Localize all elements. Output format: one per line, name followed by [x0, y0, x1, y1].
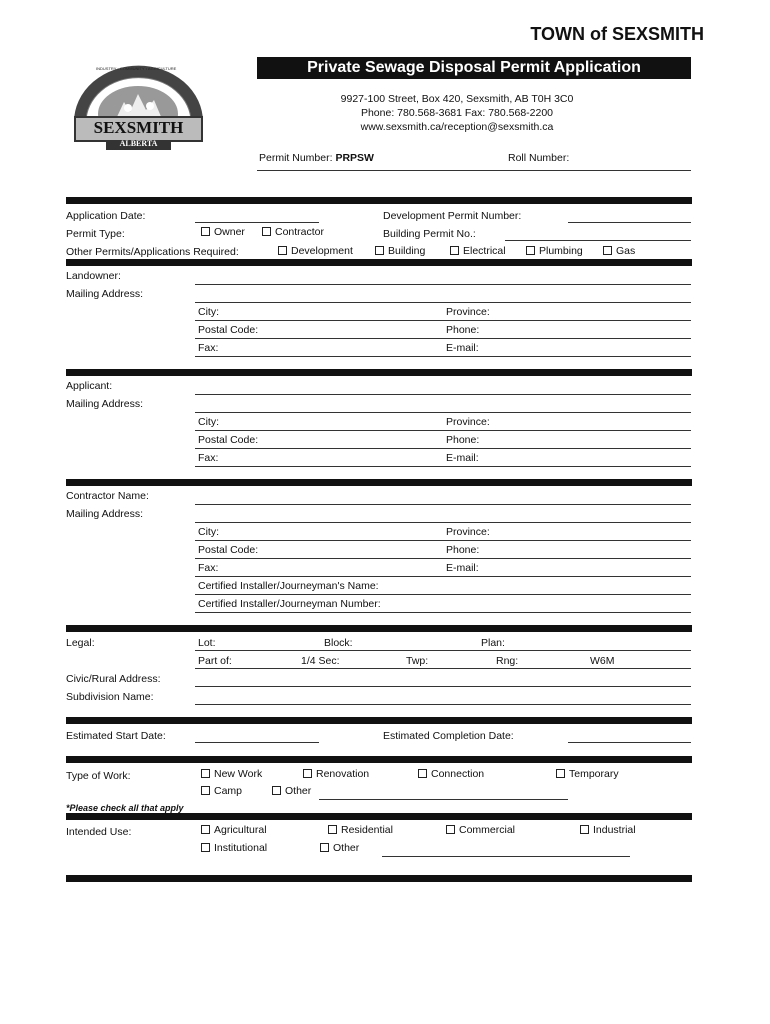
section-divider: [66, 259, 692, 266]
header-rule: [257, 170, 691, 171]
check-all-note: *Please check all that apply: [66, 803, 184, 813]
use-other-line[interactable]: [382, 856, 630, 857]
other-permit-building[interactable]: [375, 245, 425, 257]
checkbox[interactable]: [526, 246, 535, 255]
applicant-fax-line[interactable]: [195, 466, 691, 467]
work-renovation[interactable]: [303, 768, 369, 780]
checkbox[interactable]: [278, 246, 287, 255]
checkbox[interactable]: [375, 246, 384, 255]
applicant-mailing-line[interactable]: [195, 412, 691, 413]
contractor-name-line[interactable]: [195, 504, 691, 505]
checkbox[interactable]: [201, 769, 210, 778]
contractor-fax-line[interactable]: [195, 576, 691, 577]
work-other-line[interactable]: [319, 799, 568, 800]
option-label: Industrial: [593, 824, 636, 836]
contractor-city: City:: [198, 526, 219, 538]
subdivision-line[interactable]: [195, 704, 691, 705]
landowner-fax-line[interactable]: [195, 356, 691, 357]
work-temporary[interactable]: [556, 768, 619, 780]
legal-rng: Rng:: [496, 655, 519, 667]
town-name: TOWN of SEXSMITH: [530, 24, 704, 44]
start-date-label: Estimated Start Date:: [66, 730, 166, 742]
civic-address-label: Civic/Rural Address:: [66, 673, 161, 685]
legal-lot: Lot:: [198, 637, 216, 649]
permit-number-value: PRPSW: [335, 152, 374, 164]
logo-sub: ALBERTA: [119, 139, 158, 148]
contractor-postal-line[interactable]: [195, 558, 691, 559]
option-label: Commercial: [459, 824, 516, 836]
section-divider: [66, 197, 692, 204]
use-agricultural[interactable]: [201, 824, 267, 836]
subdivision-label: Subdivision Name:: [66, 691, 154, 703]
checkbox[interactable]: [328, 825, 337, 834]
other-permit-electrical[interactable]: [450, 245, 506, 257]
legal-line-1[interactable]: [195, 650, 691, 651]
legal-block: Block:: [324, 637, 353, 649]
other-permit-plumbing[interactable]: [526, 245, 583, 257]
applicant-line[interactable]: [195, 394, 691, 395]
option-label: Agricultural: [214, 824, 267, 836]
landowner-phone: Phone:: [446, 324, 480, 336]
applicant-city: City:: [198, 416, 219, 428]
option-label: Development: [291, 245, 353, 257]
section-divider: [66, 479, 692, 486]
contractor-mailing-line[interactable]: [195, 522, 691, 523]
landowner-label: Landowner:: [66, 270, 121, 282]
legal-meridian: W6M: [590, 655, 615, 667]
legal-line-2[interactable]: [195, 668, 691, 669]
other-permits-label: Other Permits/Applications Required:: [66, 246, 239, 258]
option-label: Other: [333, 842, 360, 854]
option-label: Gas: [616, 245, 636, 257]
contractor-city-line[interactable]: [195, 540, 691, 541]
permit-type-contractor[interactable]: [262, 226, 324, 238]
town-logo: [66, 64, 211, 152]
contractor-email: E-mail:: [446, 562, 479, 574]
contractor-fax: Fax:: [198, 562, 219, 574]
use-industrial[interactable]: [580, 824, 636, 836]
intended-use-label: Intended Use:: [66, 826, 132, 838]
legal-plan: Plan:: [481, 637, 505, 649]
contractor-province: Province:: [446, 526, 490, 538]
checkbox[interactable]: [556, 769, 565, 778]
section-divider: [66, 756, 692, 763]
option-label: Camp: [214, 785, 243, 797]
applicant-phone: Phone:: [446, 434, 480, 446]
application-date-label: Application Date:: [66, 210, 146, 222]
work-camp[interactable]: [201, 785, 242, 797]
type-of-work-label: Type of Work:: [66, 770, 131, 782]
building-permit-line[interactable]: [505, 240, 691, 241]
applicant-postal: Postal Code:: [198, 434, 259, 446]
application-date-line[interactable]: [195, 222, 319, 223]
section-divider: [66, 369, 692, 376]
checkbox[interactable]: [450, 246, 459, 255]
contractor-label: Contractor: [275, 226, 325, 238]
section-divider: [66, 717, 692, 724]
section-divider: [66, 813, 692, 820]
logo-name: SEXSMITH: [93, 118, 184, 137]
applicant-postal-line[interactable]: [195, 448, 691, 449]
option-label: Renovation: [316, 768, 370, 780]
landowner-city-line[interactable]: [195, 320, 691, 321]
dev-permit-label: Development Permit Number:: [383, 210, 522, 222]
permit-number-label: Permit Number:: [259, 152, 333, 164]
landowner-province: Province:: [446, 306, 490, 318]
checkbox[interactable]: [303, 769, 312, 778]
installer-number-line[interactable]: [195, 612, 691, 613]
legal-quarter-sec: 1/4 Sec:: [301, 655, 340, 667]
option-label: Institutional: [214, 842, 268, 854]
option-label: Connection: [431, 768, 485, 780]
option-label: New Work: [214, 768, 263, 780]
checkbox[interactable]: [201, 825, 210, 834]
installer-name-line[interactable]: [195, 594, 691, 595]
section-divider: [66, 875, 692, 882]
building-permit-label: Building Permit No.:: [383, 228, 476, 240]
option-label: Other: [285, 785, 312, 797]
completion-date-line[interactable]: [568, 742, 691, 743]
option-label: Residential: [341, 824, 393, 836]
form-title: Private Sewage Disposal Permit Application: [257, 57, 691, 79]
option-label: Plumbing: [539, 245, 583, 257]
checkbox[interactable]: [603, 246, 612, 255]
landowner-city: City:: [198, 306, 219, 318]
work-other[interactable]: [272, 785, 311, 797]
applicant-mailing-label: Mailing Address:: [66, 398, 144, 410]
roll-number-label: Roll Number:: [508, 152, 570, 164]
work-new-work[interactable]: [201, 768, 262, 780]
landowner-mailing-label: Mailing Address:: [66, 288, 144, 300]
checkbox[interactable]: [418, 769, 427, 778]
use-residential[interactable]: [328, 824, 393, 836]
installer-number-label: Certified Installer/Journeyman Number:: [198, 598, 381, 610]
option-label: Building: [388, 245, 426, 257]
checkbox[interactable]: [201, 843, 210, 852]
checkbox[interactable]: [201, 786, 210, 795]
contractor-mailing-label: Mailing Address:: [66, 508, 144, 520]
landowner-mailing-line[interactable]: [195, 302, 691, 303]
section-divider: [66, 625, 692, 632]
checkbox[interactable]: [201, 227, 210, 236]
landowner-fax: Fax:: [198, 342, 219, 354]
work-connection[interactable]: [418, 768, 484, 780]
applicant-email: E-mail:: [446, 452, 479, 464]
contractor-phone: Phone:: [446, 544, 480, 556]
checkbox[interactable]: [446, 825, 455, 834]
checkbox[interactable]: [272, 786, 281, 795]
applicant-province: Province:: [446, 416, 490, 428]
legal-twp: Twp:: [406, 655, 429, 667]
checkbox[interactable]: [320, 843, 329, 852]
office-phone: Phone: 780.568-3681 Fax: 780.568-2200: [360, 107, 554, 119]
owner-label: Owner: [214, 226, 245, 238]
landowner-postal-line[interactable]: [195, 338, 691, 339]
permit-type-owner[interactable]: [201, 226, 245, 238]
completion-date-label: Estimated Completion Date:: [383, 730, 514, 742]
office-address: 9927-100 Street, Box 420, Sexsmith, AB T0H 3C0: [340, 93, 574, 105]
applicant-fax: Fax:: [198, 452, 219, 464]
start-date-line[interactable]: [195, 742, 319, 743]
use-commercial[interactable]: [446, 824, 515, 836]
legal-part-of: Part of:: [198, 655, 232, 667]
logo-top-text: INDUSTRY • COMMUNITY • AGRICULTURE: [96, 66, 177, 71]
landowner-email: E-mail:: [446, 342, 479, 354]
other-permit-gas[interactable]: [603, 245, 635, 257]
permit-number-field: [259, 152, 374, 164]
contractor-postal: Postal Code:: [198, 544, 259, 556]
office-web: www.sexsmith.ca/reception@sexsmith.ca: [360, 121, 554, 133]
option-label: Electrical: [463, 245, 506, 257]
landowner-postal: Postal Code:: [198, 324, 259, 336]
other-permit-development[interactable]: [278, 245, 353, 257]
legal-label: Legal:: [66, 637, 95, 649]
applicant-city-line[interactable]: [195, 430, 691, 431]
checkbox[interactable]: [580, 825, 589, 834]
applicant-label: Applicant:: [66, 380, 113, 392]
option-label: Temporary: [569, 768, 619, 780]
civic-address-line[interactable]: [195, 686, 691, 687]
dev-permit-line[interactable]: [568, 222, 691, 223]
checkbox[interactable]: [262, 227, 271, 236]
installer-name-label: Certified Installer/Journeyman's Name:: [198, 580, 379, 592]
permit-type-label: Permit Type:: [66, 228, 125, 240]
landowner-line[interactable]: [195, 284, 691, 285]
use-other[interactable]: [320, 842, 359, 854]
use-institutional[interactable]: [201, 842, 267, 854]
contractor-name-label: Contractor Name:: [66, 490, 149, 502]
